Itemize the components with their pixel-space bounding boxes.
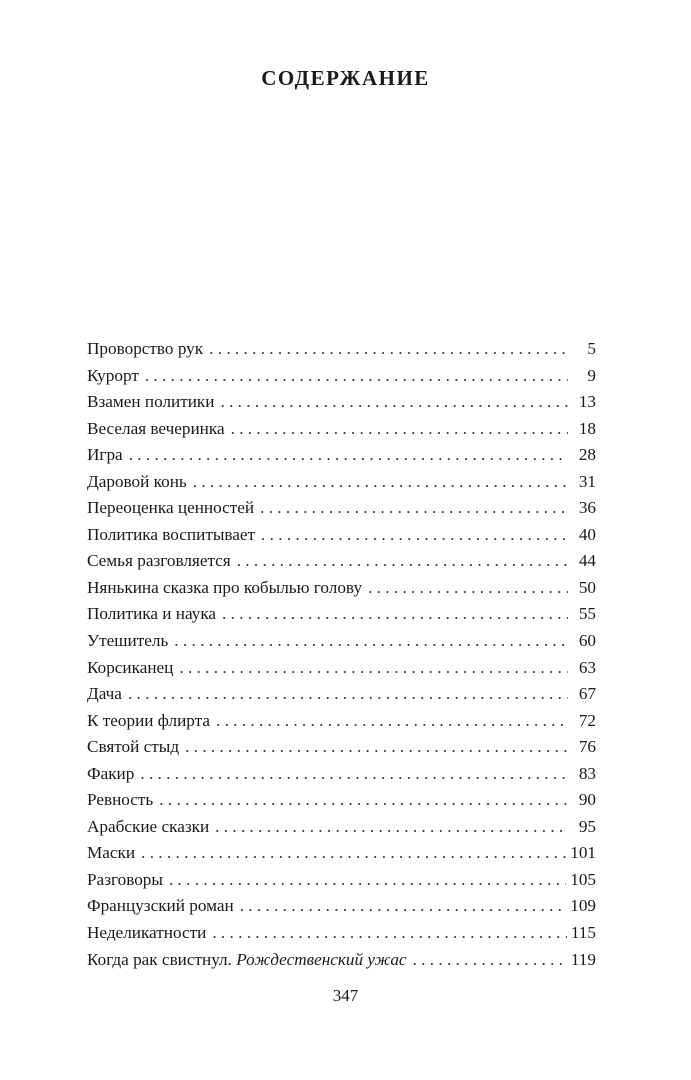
dot-leader bbox=[261, 525, 568, 545]
toc-entry[interactable] bbox=[87, 339, 596, 366]
toc-entry-page: 50 bbox=[578, 577, 596, 597]
toc-entry-title-text: Ревность bbox=[87, 790, 154, 810]
toc-entry-title bbox=[87, 445, 129, 465]
toc-entry[interactable] bbox=[87, 631, 596, 658]
toc-entry-title bbox=[87, 764, 140, 784]
toc-entry-title bbox=[87, 631, 174, 651]
toc-entry-title bbox=[87, 896, 240, 916]
toc-entry-title-text: Разговоры bbox=[87, 869, 163, 889]
toc-entry-title bbox=[87, 843, 141, 863]
toc-entry-page: 83 bbox=[578, 763, 596, 783]
toc-entry-page: 55 bbox=[578, 604, 596, 624]
toc-entry[interactable] bbox=[87, 950, 596, 977]
table-of-contents bbox=[87, 339, 596, 976]
toc-entry-title bbox=[87, 658, 179, 678]
toc-entry[interactable] bbox=[87, 366, 596, 393]
toc-entry-page: 18 bbox=[578, 418, 596, 438]
toc-entry-title bbox=[87, 923, 212, 943]
dot-leader bbox=[193, 472, 568, 492]
dot-leader bbox=[368, 578, 568, 598]
toc-entry-page: 90 bbox=[578, 790, 596, 810]
toc-entry-title-text: Арабские сказки bbox=[87, 816, 210, 836]
toc-entry-page: 95 bbox=[578, 816, 596, 836]
toc-entry-page: 60 bbox=[578, 631, 596, 651]
toc-entry[interactable] bbox=[87, 843, 596, 870]
toc-entry-page: 40 bbox=[578, 524, 596, 544]
toc-entry-title-text: Корсиканец bbox=[87, 657, 174, 677]
toc-entry-page: 76 bbox=[578, 737, 596, 757]
dot-leader bbox=[185, 737, 568, 757]
dot-leader bbox=[174, 631, 568, 651]
dot-leader bbox=[231, 419, 568, 439]
toc-entry-title bbox=[87, 339, 209, 359]
dot-leader bbox=[413, 950, 567, 970]
toc-entry-page: 115 bbox=[570, 923, 596, 943]
toc-entry-title-text: Когда рак свистнул. bbox=[87, 949, 232, 969]
toc-entry-page: 105 bbox=[570, 869, 596, 889]
toc-entry[interactable] bbox=[87, 551, 596, 578]
toc-entry-title-text: Даровой конь bbox=[87, 471, 187, 491]
toc-entry-title-text: Политика и наука bbox=[87, 604, 217, 624]
toc-entry-title bbox=[87, 604, 222, 624]
toc-entry-page: 101 bbox=[570, 843, 596, 863]
toc-entry-title-text: Политика воспитывает bbox=[87, 524, 256, 544]
toc-entry-title-text: Маски bbox=[87, 843, 136, 863]
toc-entry[interactable] bbox=[87, 604, 596, 631]
dot-leader bbox=[128, 684, 568, 704]
toc-entry-title bbox=[87, 525, 261, 545]
toc-entry[interactable] bbox=[87, 445, 596, 472]
toc-entry-title bbox=[87, 472, 193, 492]
toc-entry-page: 44 bbox=[578, 551, 596, 571]
dot-leader bbox=[260, 498, 568, 518]
toc-entry[interactable] bbox=[87, 737, 596, 764]
dot-leader bbox=[169, 870, 566, 890]
toc-entry[interactable] bbox=[87, 392, 596, 419]
dot-leader bbox=[145, 366, 568, 386]
dot-leader bbox=[240, 896, 567, 916]
toc-entry-title bbox=[87, 950, 413, 970]
toc-entry-title bbox=[87, 498, 260, 518]
toc-entry-title-text: Неделикатности bbox=[87, 923, 207, 943]
toc-entry-title-text: Веселая вечеринка bbox=[87, 418, 225, 438]
toc-entry-title-text: Проворство рук bbox=[87, 339, 204, 358]
dot-leader bbox=[209, 339, 568, 359]
toc-entry-title bbox=[87, 578, 368, 598]
toc-entry[interactable] bbox=[87, 578, 596, 605]
toc-entry-title bbox=[87, 551, 237, 571]
toc-entry[interactable] bbox=[87, 790, 596, 817]
toc-entry-title-text: Святой стыд bbox=[87, 737, 180, 757]
toc-entry-page: 28 bbox=[578, 445, 596, 465]
toc-entry[interactable] bbox=[87, 711, 596, 738]
toc-entry-title bbox=[87, 684, 128, 704]
toc-entry-title bbox=[87, 790, 159, 810]
toc-entry[interactable] bbox=[87, 923, 596, 950]
toc-entry-page: 67 bbox=[578, 684, 596, 704]
toc-entry[interactable] bbox=[87, 896, 596, 923]
page-title: СОДЕРЖАНИЕ bbox=[261, 66, 430, 90]
toc-entry[interactable] bbox=[87, 764, 596, 791]
toc-entry-title-text: К теории флирта bbox=[87, 710, 210, 730]
toc-entry-page: 72 bbox=[578, 710, 596, 730]
toc-entry-title-text: Факир bbox=[87, 763, 135, 783]
dot-leader bbox=[179, 658, 568, 678]
toc-entry-title bbox=[87, 366, 145, 386]
toc-entry-page: 5 bbox=[587, 339, 596, 358]
toc-entry[interactable] bbox=[87, 817, 596, 844]
toc-entry-title bbox=[87, 711, 216, 731]
toc-entry-title-text: Нянькина сказка про кобылью голову bbox=[87, 577, 363, 597]
toc-entry-title-text: Взамен политики bbox=[87, 392, 215, 412]
dot-leader bbox=[215, 817, 568, 837]
toc-entry-page: 36 bbox=[578, 498, 596, 518]
toc-entry-page: 119 bbox=[570, 949, 596, 969]
toc-entry-page: 63 bbox=[578, 657, 596, 677]
toc-entry-title bbox=[87, 392, 220, 412]
toc-entry[interactable] bbox=[87, 870, 596, 897]
dot-leader bbox=[141, 843, 566, 863]
toc-entry-title bbox=[87, 737, 185, 757]
dot-leader bbox=[216, 711, 568, 731]
page-number: 347 bbox=[332, 986, 359, 1005]
toc-entry-title-text: Игра bbox=[87, 445, 123, 465]
toc-entry[interactable] bbox=[87, 472, 596, 499]
toc-entry-page: 31 bbox=[578, 471, 596, 491]
dot-leader bbox=[220, 392, 568, 412]
toc-entry-title-text: Французский роман bbox=[87, 896, 234, 916]
toc-entry-page: 9 bbox=[587, 365, 596, 385]
toc-entry[interactable] bbox=[87, 525, 596, 552]
dot-leader bbox=[212, 923, 567, 943]
toc-entry[interactable] bbox=[87, 658, 596, 685]
toc-entry-title bbox=[87, 817, 215, 837]
dot-leader bbox=[237, 551, 568, 571]
dot-leader bbox=[140, 764, 568, 784]
toc-entry[interactable] bbox=[87, 498, 596, 525]
toc-entry-title bbox=[87, 870, 169, 890]
dot-leader bbox=[159, 790, 568, 810]
toc-entry-title-text: Утешитель bbox=[87, 631, 169, 651]
toc-entry-title-text: Курорт bbox=[87, 365, 139, 385]
toc-entry-title bbox=[87, 419, 231, 439]
dot-leader bbox=[129, 445, 568, 465]
toc-entry-page: 109 bbox=[570, 896, 596, 916]
toc-entry[interactable] bbox=[87, 684, 596, 711]
toc-entry[interactable] bbox=[87, 419, 596, 446]
toc-entry-title-text: Переоценка ценностей bbox=[87, 498, 255, 518]
toc-entry-title-text: Семья разговляется bbox=[87, 551, 231, 571]
toc-entry-page: 13 bbox=[578, 392, 596, 412]
dot-leader bbox=[222, 604, 568, 624]
toc-entry-title-text: Дача bbox=[87, 684, 122, 704]
toc-entry-subtitle: Рождественский ужас bbox=[236, 949, 407, 969]
